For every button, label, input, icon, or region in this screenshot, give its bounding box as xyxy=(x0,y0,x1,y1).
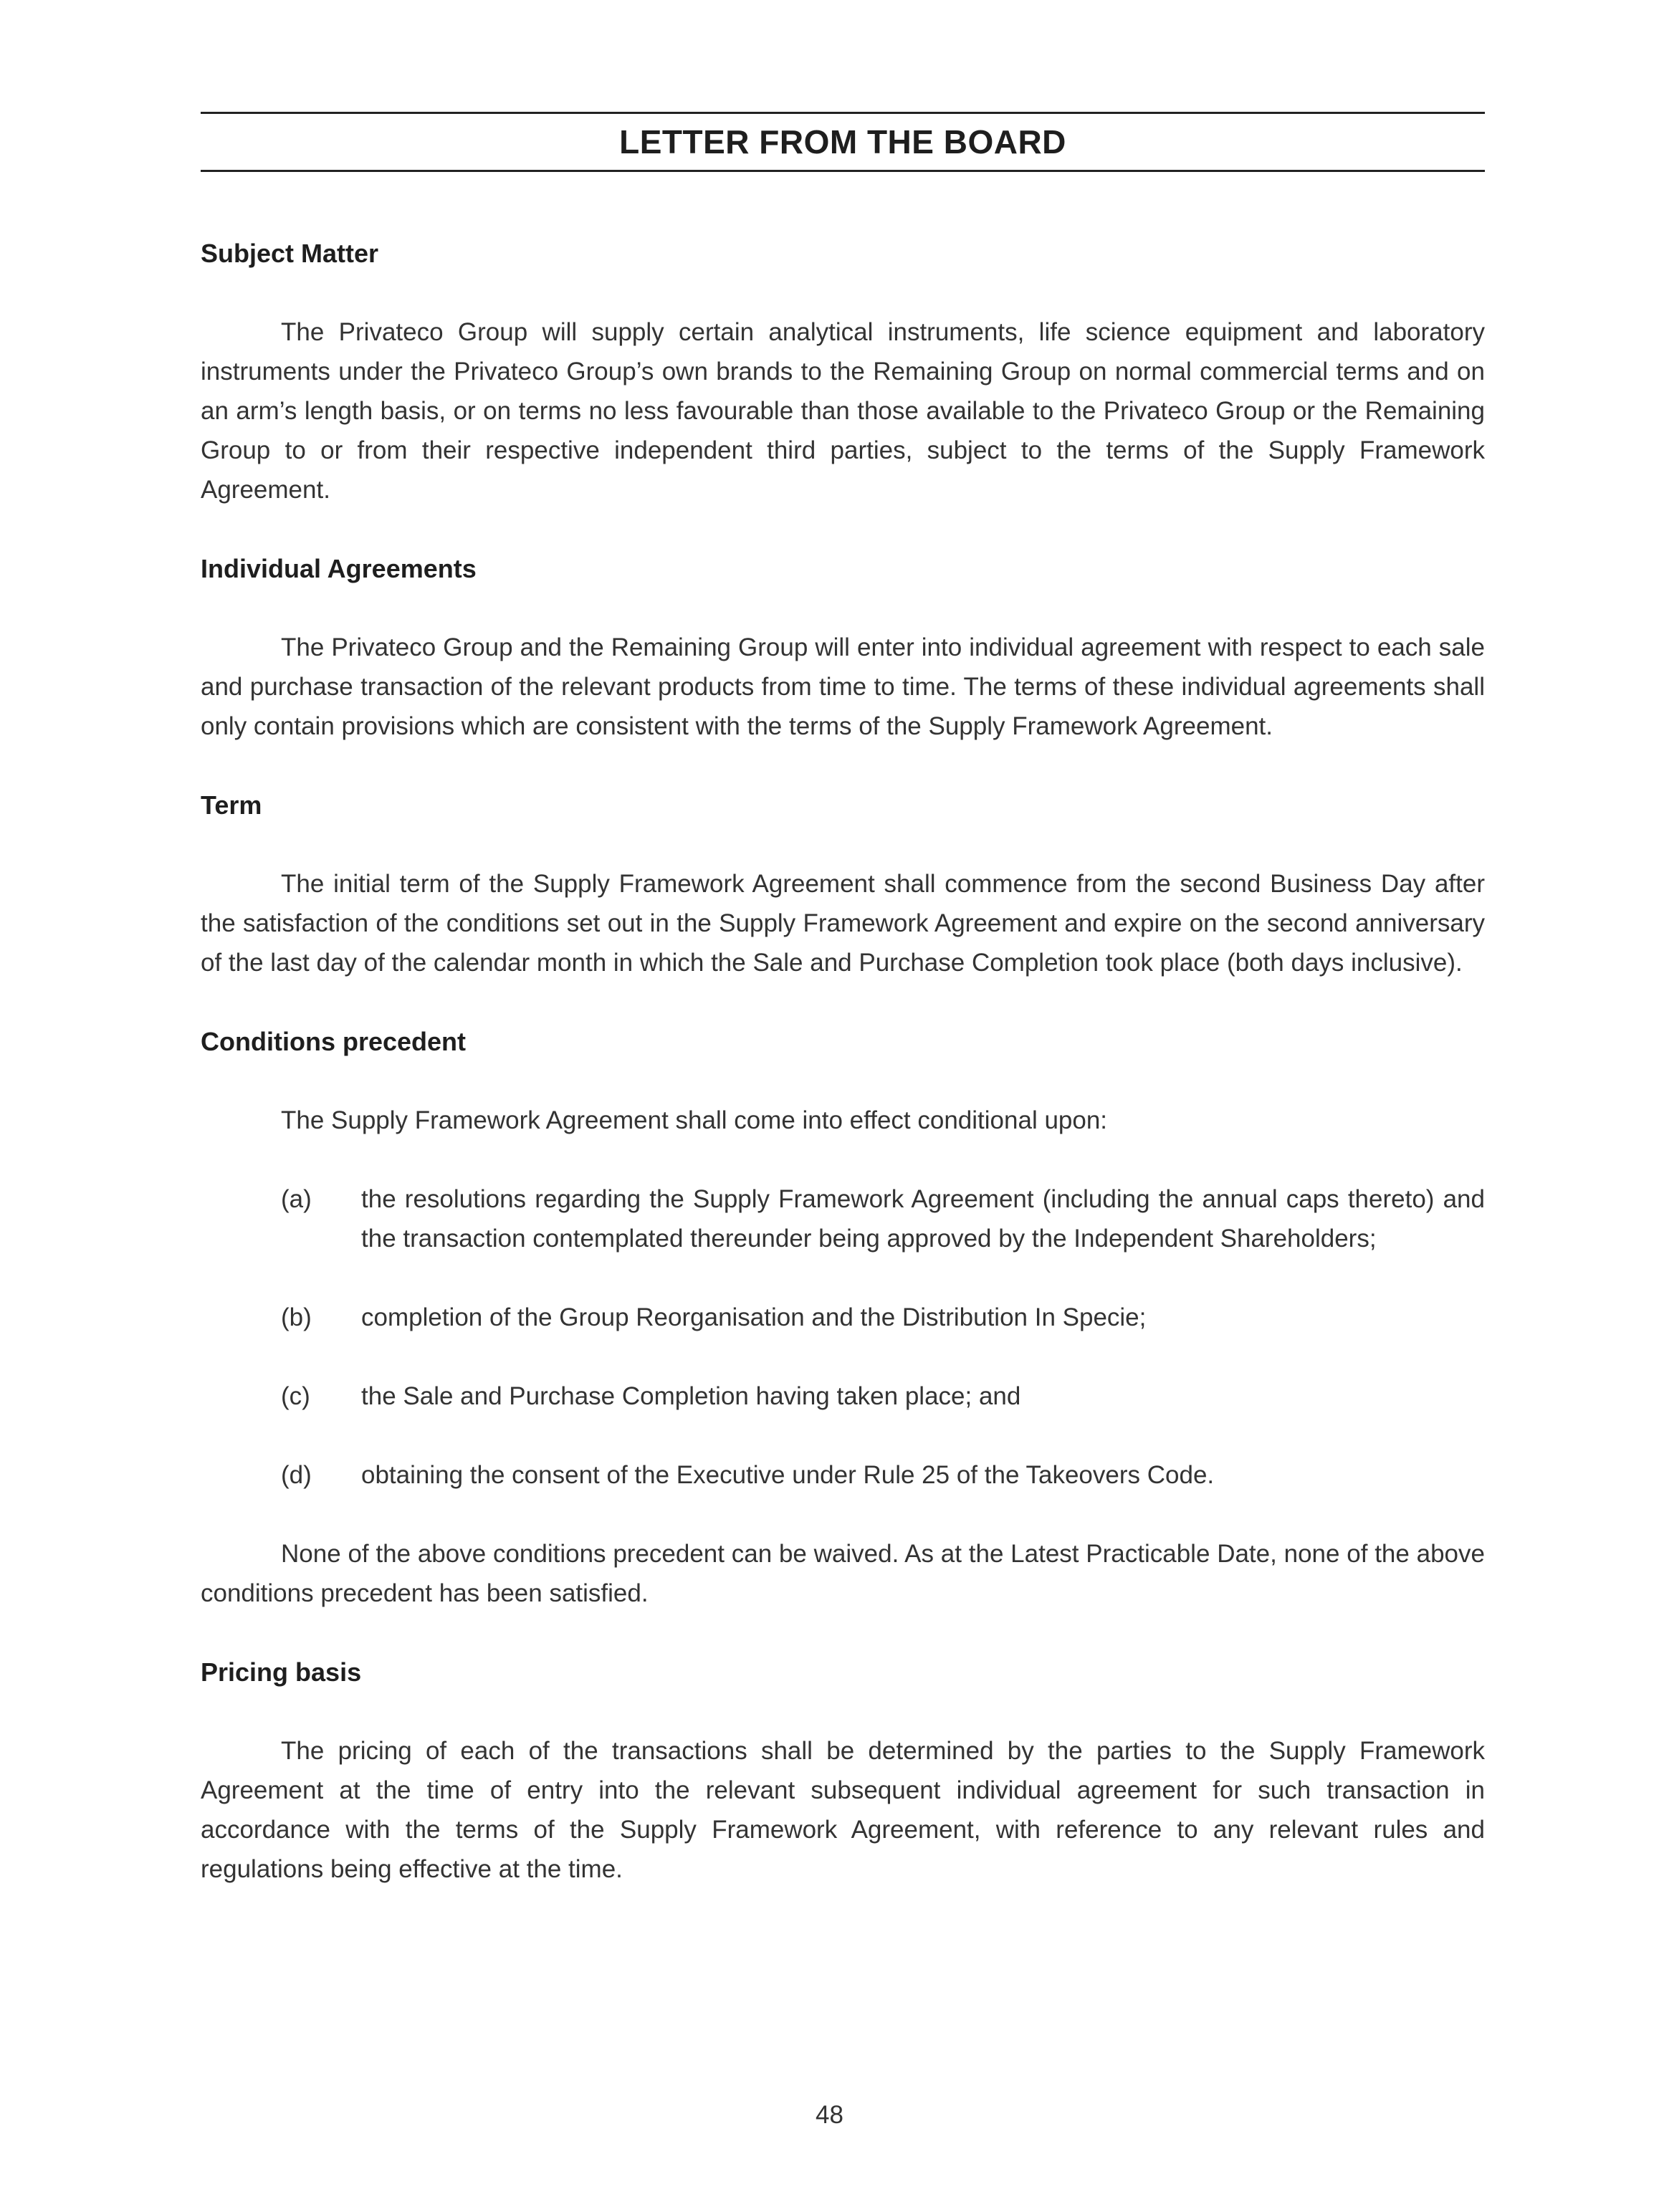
list-item xyxy=(281,1298,1485,1337)
section-conditions-precedent xyxy=(201,1022,1485,1613)
section-subject-matter xyxy=(201,234,1485,509)
list-marker: (c) xyxy=(281,1382,310,1410)
conditions-list xyxy=(201,1179,1485,1495)
section-heading: Pricing basis xyxy=(201,1657,362,1687)
section-paragraph: The pricing of each of the transactions shall be determined by the parties to the Supply Framework Agreement at the time of entry into the relevant subsequent individual agreement for such transaction in accordance with the terms of the Supply Framework Agreement, with reference to any relevant rules and regulations being effective at the time. xyxy=(201,1737,1485,1883)
section-paragraph: The initial term of the Supply Framework Agreement shall commence from the second Business Day after the satisfaction of the conditions set out in the Supply Framework Agreement and expire on the second anniversary of the last day of the calendar month in which the Sale and Purchase Completion took place (both days inclusive). xyxy=(201,870,1485,977)
section-heading: Term xyxy=(201,790,262,820)
list-item xyxy=(281,1179,1485,1258)
document-page xyxy=(201,112,1485,1889)
list-item-text: obtaining the consent of the Executive under Rule 25 of the Takeovers Code. xyxy=(361,1461,1215,1489)
list-marker: (d) xyxy=(281,1461,312,1489)
section-heading: Conditions precedent xyxy=(201,1027,467,1056)
list-marker: (a) xyxy=(281,1185,312,1213)
list-marker: (b) xyxy=(281,1303,312,1331)
section-individual-agreements xyxy=(201,549,1485,746)
section-closing: None of the above conditions precedent can be waived. As at the Latest Practicable Date, none of the above conditions precedent has been satisfied. xyxy=(201,1540,1485,1607)
page-title: LETTER FROM THE BOARD xyxy=(619,123,1066,161)
section-pricing-basis xyxy=(201,1652,1485,1889)
list-item-text: the resolutions regarding the Supply Framework Agreement (including the annual caps thereto) and the transaction contemplated thereunder being approved by the Independent Shareholders; xyxy=(361,1185,1485,1253)
page-number: 48 xyxy=(816,2101,843,2129)
list-item-text: the Sale and Purchase Completion having taken place; and xyxy=(361,1382,1021,1410)
page-header xyxy=(201,112,1485,172)
section-paragraph: The Privateco Group and the Remaining Group will enter into individual agreement with respect to each sale and purchase transaction of the relevant products from time to time. The terms of these individual agreements shall only contain provisions which are consistent with the terms of the Supply Framework Agreement. xyxy=(201,633,1485,740)
section-term xyxy=(201,785,1485,982)
list-item-text: completion of the Group Reorganisation and the Distribution In Specie; xyxy=(361,1303,1147,1331)
section-heading: Individual Agreements xyxy=(201,554,477,583)
section-intro: The Supply Framework Agreement shall come into effect conditional upon: xyxy=(281,1106,1108,1134)
section-heading: Subject Matter xyxy=(201,239,379,268)
section-paragraph: The Privateco Group will supply certain analytical instruments, life science equipment and laboratory instruments under the Privateco Group’s own brands to the Remaining Group on normal commercial terms and on an arm’s length basis, or on terms no less favourable than those available to the Privateco Group or the Remaining Group to or from their respective independent third parties, subject to the terms of the Supply Framework Agreement. xyxy=(201,318,1485,504)
list-item xyxy=(281,1376,1485,1416)
list-item xyxy=(281,1455,1485,1495)
